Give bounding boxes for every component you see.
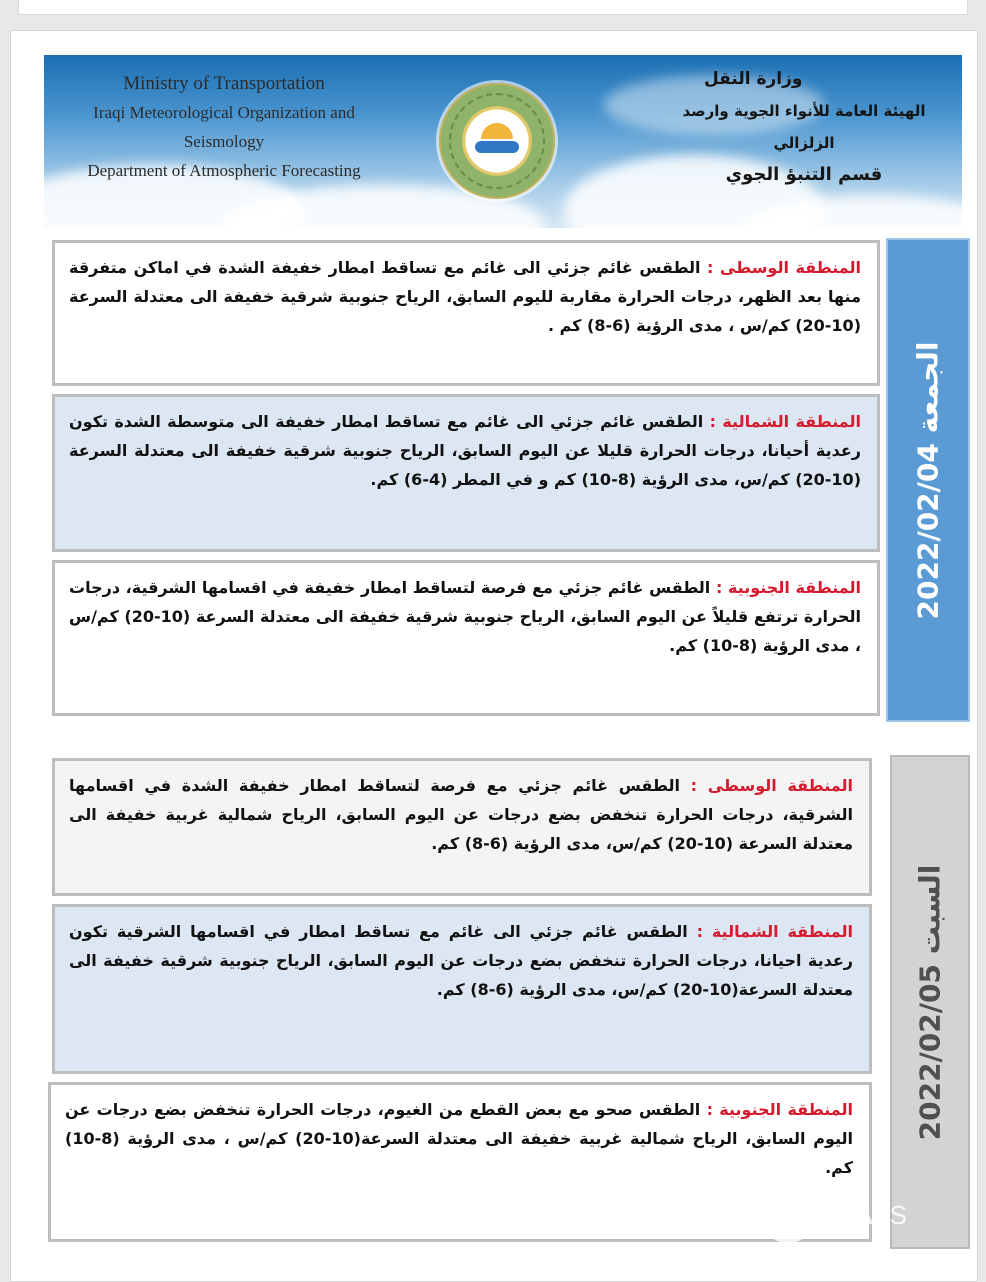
day-label-text: السبت 2022/02/05 (913, 864, 947, 1140)
arabic-header (664, 63, 944, 191)
forecast-south-friday (52, 560, 880, 716)
department-name-en: Department of Atmospheric Forecasting (87, 161, 361, 180)
organization-name-ar: الهيئة العامة للأنواء الجوية وارصد الزلزالي (682, 102, 926, 152)
previous-page-edge (0, 0, 986, 18)
english-header (54, 69, 394, 185)
forecast-central-saturday (52, 758, 872, 896)
forecast-text: الطقس صحو مع بعض القطع من الغيوم، درجات الحرارة تنخفض بضع درجات عن اليوم السابق، الرياح شمالية غربية خفيفة الى معتدلة السرعة(10-20) كم/س ، مدى الرؤية (8-10) كم. (65, 1100, 854, 1177)
region-label: المنطقة الجنوبية : (706, 1100, 853, 1119)
watermark-ring-icon (760, 1187, 816, 1243)
region-label: المنطقة الشمالية : (696, 922, 854, 941)
watermark-text: NEWS (826, 1199, 908, 1230)
organization-logo-icon (439, 83, 555, 199)
forecast-text: الطقس غائم جزئي مع فرصة لتساقط امطار خفيفة في اقسامها الشرقية، درجات الحرارة ترتفع قليلاً عن اليوم السابق، الرياح جنوبية شرقية خفيفة الى معتدلة السرعة (10-20) كم/س ، مدى الرؤية (8-10) كم. (69, 578, 862, 655)
forecast-text: الطقس غائم جزئي الى غائم مع تساقط امطار في اقسامها الشرقية تكون رعدية احيانا، درجات الحرارة تنخفض بضع درجات عن اليوم السابق، الرياح جنوبية شرقية خفيفة الى معتدلة السرعة(10-20) كم/س، مدى الرؤية (6-8) كم. (69, 922, 853, 999)
ministry-name-en: Ministry of Transportation (123, 73, 325, 94)
ministry-name-ar: وزارة النقل (704, 69, 803, 89)
day-label-saturday (890, 755, 970, 1249)
region-label: المنطقة الشمالية : (709, 412, 861, 431)
news-watermark (760, 1180, 970, 1250)
forecast-text: الطقس غائم جزئي الى غائم مع تساقط امطار خفيفة الى متوسطة الشدة تكون رعدية أحيانا، درجات الحرارة قليلا عن اليوم السابق، الرياح جنوبية شرقية خفيفة الى معتدلة السرعة (10-20) كم/س، مدى الرؤية (8-10) كم و في المطر (4-6) كم. (69, 412, 861, 489)
forecast-north-saturday (52, 904, 872, 1074)
department-name-ar: قسم التنبؤ الجوي (725, 164, 883, 185)
forecast-text: الطقس غائم جزئي مع فرصة لتساقط امطار خفيفة الشدة في اقسامها الشرقية، درجات الحرارة تنخفض بضع درجات عن اليوم السابق، الرياح شمالية غربية خفيفة الى معتدلة السرعة (10-20) كم/س، مدى الرؤية (6-8) كم. (69, 776, 853, 853)
organization-name-en: Iraqi Meteorological Organization and Seismology (93, 103, 355, 151)
region-label: المنطقة الوسطى : (707, 258, 862, 277)
forecast-central-friday (52, 240, 880, 386)
forecast-south-saturday (48, 1082, 872, 1242)
forecast-text: الطقس غائم جزئي الى غائم مع تساقط امطار خفيفة الشدة في اماكن متفرقة منها بعد الظهر، درجات الحرارة مقاربة لليوم السابق، الرياح جنوبية شرقية خفيفة الى معتدلة السرعة (10-20) كم/س ، مدى الرؤية (6-8) كم . (69, 258, 861, 335)
region-label: المنطقة الجنوبية : (715, 578, 862, 597)
day-label-friday (886, 238, 970, 722)
forecast-north-friday (52, 394, 880, 552)
header-banner (44, 55, 962, 228)
day-label-text: الجمعة 2022/02/04 (911, 341, 945, 619)
region-label: المنطقة الوسطى : (690, 776, 853, 795)
